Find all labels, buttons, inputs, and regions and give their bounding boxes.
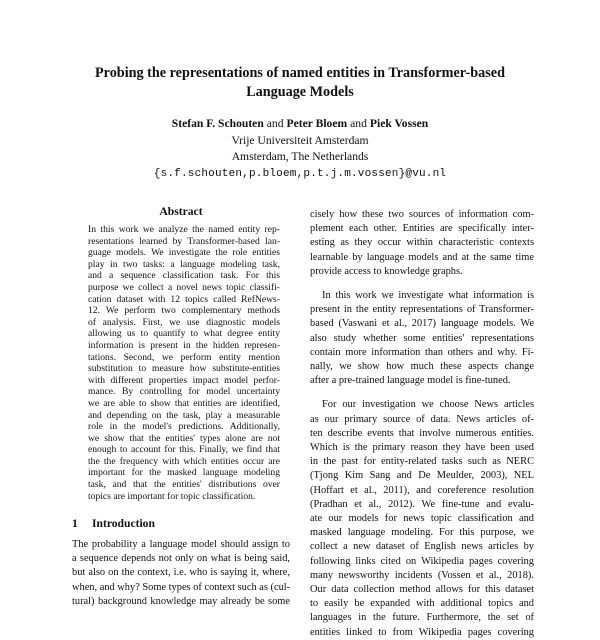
body-line: in the past for entity-related tasks such as NERC: [310, 456, 534, 468]
author-name: Peter Bloem: [286, 117, 348, 130]
body-line: after a pre-trained language model is fine-tuned.: [310, 375, 511, 387]
body-line: cisely how these two sources of information com-: [310, 209, 534, 220]
body-line: esting as they occur within characteristic contexts: [310, 237, 534, 249]
body-line: collect a new dataset of English news articles by: [310, 541, 534, 553]
body-line: masked language modeling. For this purpose, we: [310, 527, 534, 539]
abstract-line: with different properties impact model perfor-: [88, 374, 280, 386]
intro-line: tural) background knowledge may already be some: [72, 595, 290, 607]
body-line: many newsworthy incidents (Vossen et al., 2018).: [310, 569, 534, 581]
intro-line: a sequence depends not only on what is being said,: [72, 553, 290, 565]
abstract-line: In this work we analyze the named entity rep-: [88, 224, 280, 235]
abstract-body: [88, 224, 280, 502]
introduction-body: [72, 538, 290, 609]
abstract-line: we show that the entities' types alone are not: [88, 432, 280, 444]
body-line: ate our models for news topic classification and: [310, 513, 534, 525]
intro-line: when, and why? Some types of context such as (cul-: [72, 581, 291, 593]
body-line: Our data collection method allows for this dataset: [310, 584, 534, 596]
body-line: contain more information than others and why. Fi-: [310, 346, 534, 358]
body-line: provide access to knowledge graphs.: [310, 265, 463, 277]
abstract-line: purpose we collect a novel news topic classifi-: [88, 281, 280, 293]
body-line: also study whether some entities' representations: [310, 332, 534, 344]
author-block: [60, 116, 540, 182]
body-line: (Tjong Kim Sang and De Meulder, 2003), NEL: [310, 470, 534, 482]
intro-line: The probability a language model should assign to: [72, 539, 290, 550]
intro-line: but also on the context, i.e. who is saying it, where,: [72, 567, 290, 579]
abstract-line: important for the masked language modeling: [88, 467, 280, 479]
body-line: based (Vaswani et al., 2017) language models. We: [310, 318, 534, 330]
body-line: ten describe events that involve numerous entities.: [310, 427, 534, 439]
abstract-heading: Abstract: [159, 205, 203, 218]
author-email: {s.f.schouten,p.bloem,p.t.j.m.vossen}@vu.nl: [153, 167, 447, 180]
body-line: entities linked to from Wikipedia pages covering: [310, 626, 534, 638]
body-line: learnable by language models and at the same time: [310, 251, 534, 263]
right-column-body: [310, 208, 534, 640]
title-line: Probing the representations of named entities in Transformer-based: [95, 65, 505, 81]
abstract-line: resentations learned by Transformer-based lan-: [88, 235, 280, 247]
abstract-line: play in two tasks: a language modeling task,: [88, 258, 280, 270]
abstract-line: enough to account for this. Finally, we find that: [88, 444, 280, 456]
paragraph: [310, 398, 534, 639]
abstract-line: guage models. We investigate the role entities: [88, 247, 280, 259]
author-names: [60, 116, 540, 133]
author-name: Stefan F. Schouten: [171, 117, 264, 130]
body-line: to easily be expanded with additional topics and: [310, 598, 534, 610]
abstract-line: role in the model's predictions. Additionally,: [88, 421, 280, 433]
body-line: plement each other. Entities are specifically inter-: [310, 223, 534, 235]
abstract-line: task, and that the entities' distributions over: [88, 479, 280, 491]
author-affiliation: Vrije Universiteit Amsterdam: [231, 133, 369, 147]
paragraph: [310, 208, 534, 279]
abstract-line: we are able to show that entities are identified,: [88, 397, 280, 409]
abstract-line: substitution to measure how substitute-entities: [88, 363, 280, 375]
paragraph-gap: [310, 388, 534, 398]
abstract-line: the the frequency with which entities occur are: [88, 455, 280, 467]
body-line: For our investigation we choose News articles: [322, 399, 534, 411]
abstract-line: and a sequence classification task. For this: [88, 270, 280, 282]
title-line: Language Models: [246, 84, 354, 100]
abstract-line: information is present in the hidden represen-: [88, 339, 280, 351]
body-line: nally, we show how much these aspects change: [310, 361, 534, 373]
section-title: Introduction: [92, 517, 155, 530]
abstract-line: of analysis. First, we use diagnostic models: [88, 316, 280, 328]
author-name: Piek Vossen: [369, 117, 429, 130]
body-line: following links cited on Wikipedia pages covering: [310, 555, 534, 567]
body-line: Which is the primary reason they have been used: [310, 442, 534, 454]
author-location: Amsterdam, The Netherlands: [231, 150, 369, 163]
author-conjunction: and: [266, 117, 284, 130]
abstract-line: tations. Second, we perform entity mention: [88, 351, 280, 363]
paragraph: [310, 289, 534, 388]
abstract-line: cation dataset with 12 topics called RefNews-: [88, 293, 280, 305]
abstract-line: topics are important for topic classification.: [88, 490, 256, 502]
paragraph-gap: [310, 279, 534, 289]
body-line: as our primary source of data. News articles of-: [310, 413, 534, 425]
section-heading: [72, 517, 290, 530]
abstract-line: allowing us to quantify to what degree entity: [88, 328, 280, 340]
abstract-line: 12. We perform two complementary methods: [88, 305, 280, 317]
body-line: present in the entity representations of Transformer-: [310, 304, 534, 316]
paper-title: [60, 64, 540, 102]
abstract-line: and depending on the task, play a measurable: [88, 409, 280, 421]
body-line: (Hoffart et al., 2011), and coreference resolution: [310, 484, 534, 496]
body-line: languages in the future. Furthermore, the set of: [310, 612, 534, 624]
author-conjunction: and: [350, 117, 367, 130]
body-line: In this work we investigate what information is: [322, 290, 534, 302]
abstract-line: mance. By controlling for model uncertainty: [88, 386, 280, 398]
body-line: (Pradhan et al., 2012). We fine-tune and evalu-: [310, 498, 534, 510]
section-number: 1: [72, 517, 78, 530]
